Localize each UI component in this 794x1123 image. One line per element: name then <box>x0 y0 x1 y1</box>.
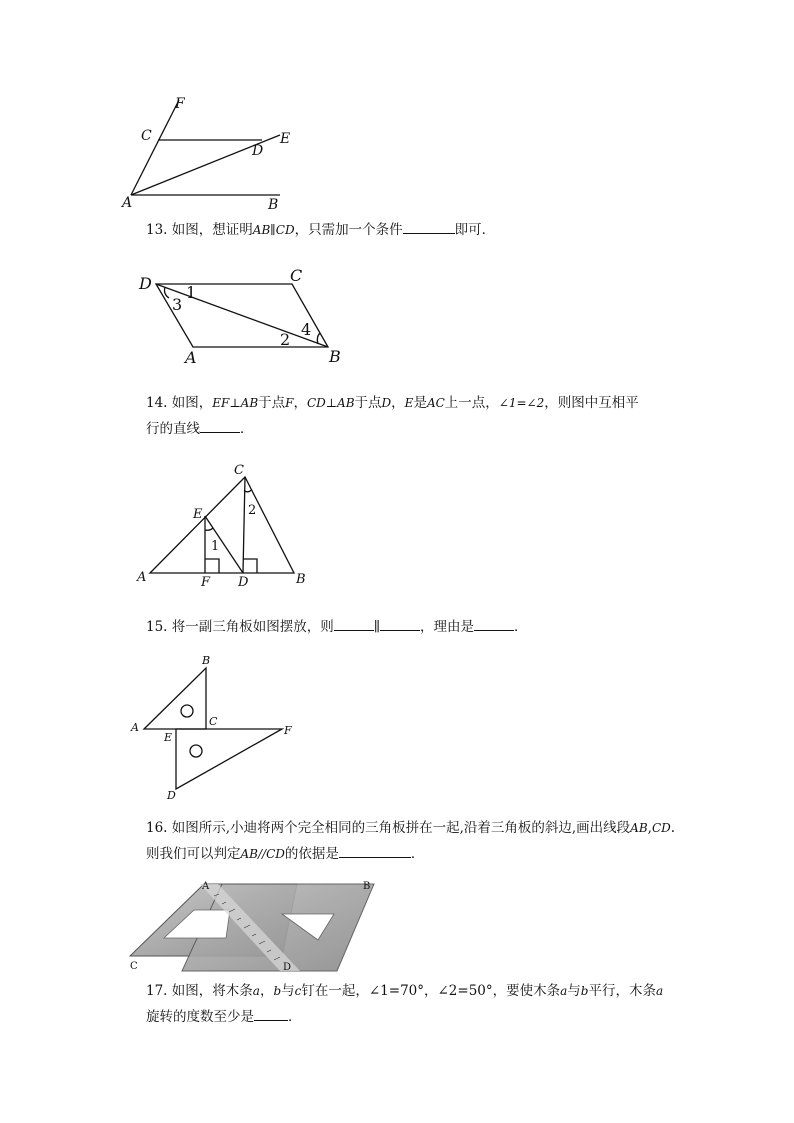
question-text: 的依据是 <box>284 846 339 862</box>
label-e: E <box>280 131 291 147</box>
math-expression: AB//CD <box>240 847 285 861</box>
question-text: 如图，想证明 <box>171 222 253 238</box>
question-13 <box>146 217 495 243</box>
question-text: ． <box>240 421 254 437</box>
triangle-abc <box>150 477 294 573</box>
figure-parallelogram-q13 <box>135 262 350 367</box>
question-text: 将一副三角板如图摆放，则 <box>171 619 334 635</box>
label-b: B <box>268 197 279 213</box>
math-expression: F <box>285 396 294 410</box>
question-text: 平行，木条 <box>588 983 656 999</box>
line-af <box>131 100 179 195</box>
math-expression: b <box>273 984 282 998</box>
label-b: B <box>329 347 341 366</box>
math-expression: AB∥CD <box>252 223 295 237</box>
circle-hole-upper <box>181 705 193 717</box>
angle-label-1: 1 <box>211 539 220 554</box>
label-a: A <box>137 570 147 585</box>
label-e: E <box>164 731 173 744</box>
answer-blank[interactable] <box>339 843 411 858</box>
question-text: 旋转的度数至少是 <box>146 1009 254 1025</box>
label-f: F <box>284 724 292 737</box>
question-text: 于点 <box>354 395 382 411</box>
question-text: 钉在一起，∠1=70°，∠2=50°，要使木条 <box>301 983 561 999</box>
angle-arc-1 <box>205 528 213 530</box>
triangle-upper <box>144 668 206 729</box>
punctuation: , <box>647 820 652 836</box>
angle-arc-4 <box>317 333 320 344</box>
question-text: 与 <box>281 983 295 999</box>
answer-blank[interactable] <box>474 616 514 631</box>
label-d: D <box>238 575 249 590</box>
math-expression: D <box>381 396 392 410</box>
angle-label-1: 1 <box>186 283 197 302</box>
parallel-symbol: ∥ <box>373 619 381 635</box>
math-expression: CD⊥AB <box>306 396 355 410</box>
label-d: D <box>252 143 264 159</box>
question-text: 上一点， <box>444 395 499 411</box>
question-text: 即可． <box>454 222 496 238</box>
answer-blank[interactable] <box>254 1006 288 1021</box>
figure-set-squares-q15 <box>126 652 301 802</box>
angle-label-3: 3 <box>172 295 183 314</box>
label-a: A <box>185 348 197 367</box>
question-text: ． <box>288 1009 302 1025</box>
math-expression: a <box>252 984 260 998</box>
math-expression: a <box>560 984 568 998</box>
question-text: 于点 <box>258 395 286 411</box>
question-text: 如图，将木条 <box>171 983 253 999</box>
label-f: F <box>175 96 185 112</box>
question-text: ，只需加一个条件 <box>294 222 403 238</box>
question-text: 与 <box>567 983 581 999</box>
question-16 <box>146 815 675 867</box>
question-15 <box>146 614 528 640</box>
math-expression: c <box>294 984 302 998</box>
math-expression: AC <box>426 396 445 410</box>
label-c: C <box>209 715 218 728</box>
label-d: D <box>139 274 152 293</box>
math-expression: E <box>404 396 414 410</box>
label-c: C <box>234 463 244 478</box>
circle-hole-lower <box>190 745 202 757</box>
figure-parallel-lines-q12 <box>110 92 310 217</box>
question-text: 是 <box>413 395 427 411</box>
question-text: 则我们可以判定 <box>146 846 241 862</box>
question-number: 13. <box>146 222 168 238</box>
punctuation: ， <box>259 983 274 999</box>
label-b: B <box>202 654 211 667</box>
question-14 <box>146 390 639 442</box>
angle-label-2: 2 <box>248 503 257 518</box>
question-text: ， <box>391 395 405 411</box>
angle-label-4: 4 <box>301 320 312 339</box>
angle-label-2: 2 <box>280 330 291 349</box>
label-b: B <box>296 572 306 587</box>
question-text: ， <box>293 395 307 411</box>
math-expression: CD <box>651 821 671 835</box>
answer-blank[interactable] <box>200 418 240 433</box>
label-e: E <box>193 507 203 522</box>
label-a: A <box>122 195 133 211</box>
question-number: 14. <box>146 395 168 411</box>
answer-blank[interactable] <box>334 616 374 631</box>
label-a: A <box>202 881 210 892</box>
label-d: D <box>167 789 176 802</box>
math-expression: EF⊥AB <box>212 396 259 410</box>
math-expression: AB <box>630 821 648 835</box>
question-text: ，则图中互相平 <box>544 395 639 411</box>
question-text: ，理由是 <box>420 619 475 635</box>
answer-blank[interactable] <box>380 616 420 631</box>
label-c: C <box>290 266 303 285</box>
triangle-lower <box>176 729 282 789</box>
question-number: 16. <box>146 820 168 836</box>
label-c: C <box>141 128 152 144</box>
question-text: 行的直线 <box>146 421 200 437</box>
math-expression: ∠1=∠2 <box>498 396 545 410</box>
label-f: F <box>201 575 211 590</box>
label-c: C <box>130 961 138 972</box>
question-number: 15. <box>146 619 168 635</box>
question-text: 如图所示,小迪将两个完全相同的三角板拼在一起,沿着三角板的斜边,画出线段 <box>171 820 631 836</box>
question-text: 如图， <box>171 395 213 411</box>
question-17 <box>146 978 663 1030</box>
question-number: 17. <box>146 983 168 999</box>
right-angle-mark-f <box>205 559 219 573</box>
math-expression: a <box>655 984 664 998</box>
label-b: B <box>363 881 371 892</box>
label-d: D <box>283 962 292 973</box>
answer-blank[interactable] <box>403 219 455 234</box>
figure-triangle-q14 <box>132 460 322 590</box>
math-expression: b <box>580 984 589 998</box>
label-a: A <box>131 721 139 734</box>
question-text: ． <box>514 619 528 635</box>
right-angle-mark-d <box>243 559 257 573</box>
question-text: ． <box>410 846 425 862</box>
figure-triangle-rulers-photo-q16 <box>122 876 380 976</box>
punctuation: . <box>670 820 676 836</box>
